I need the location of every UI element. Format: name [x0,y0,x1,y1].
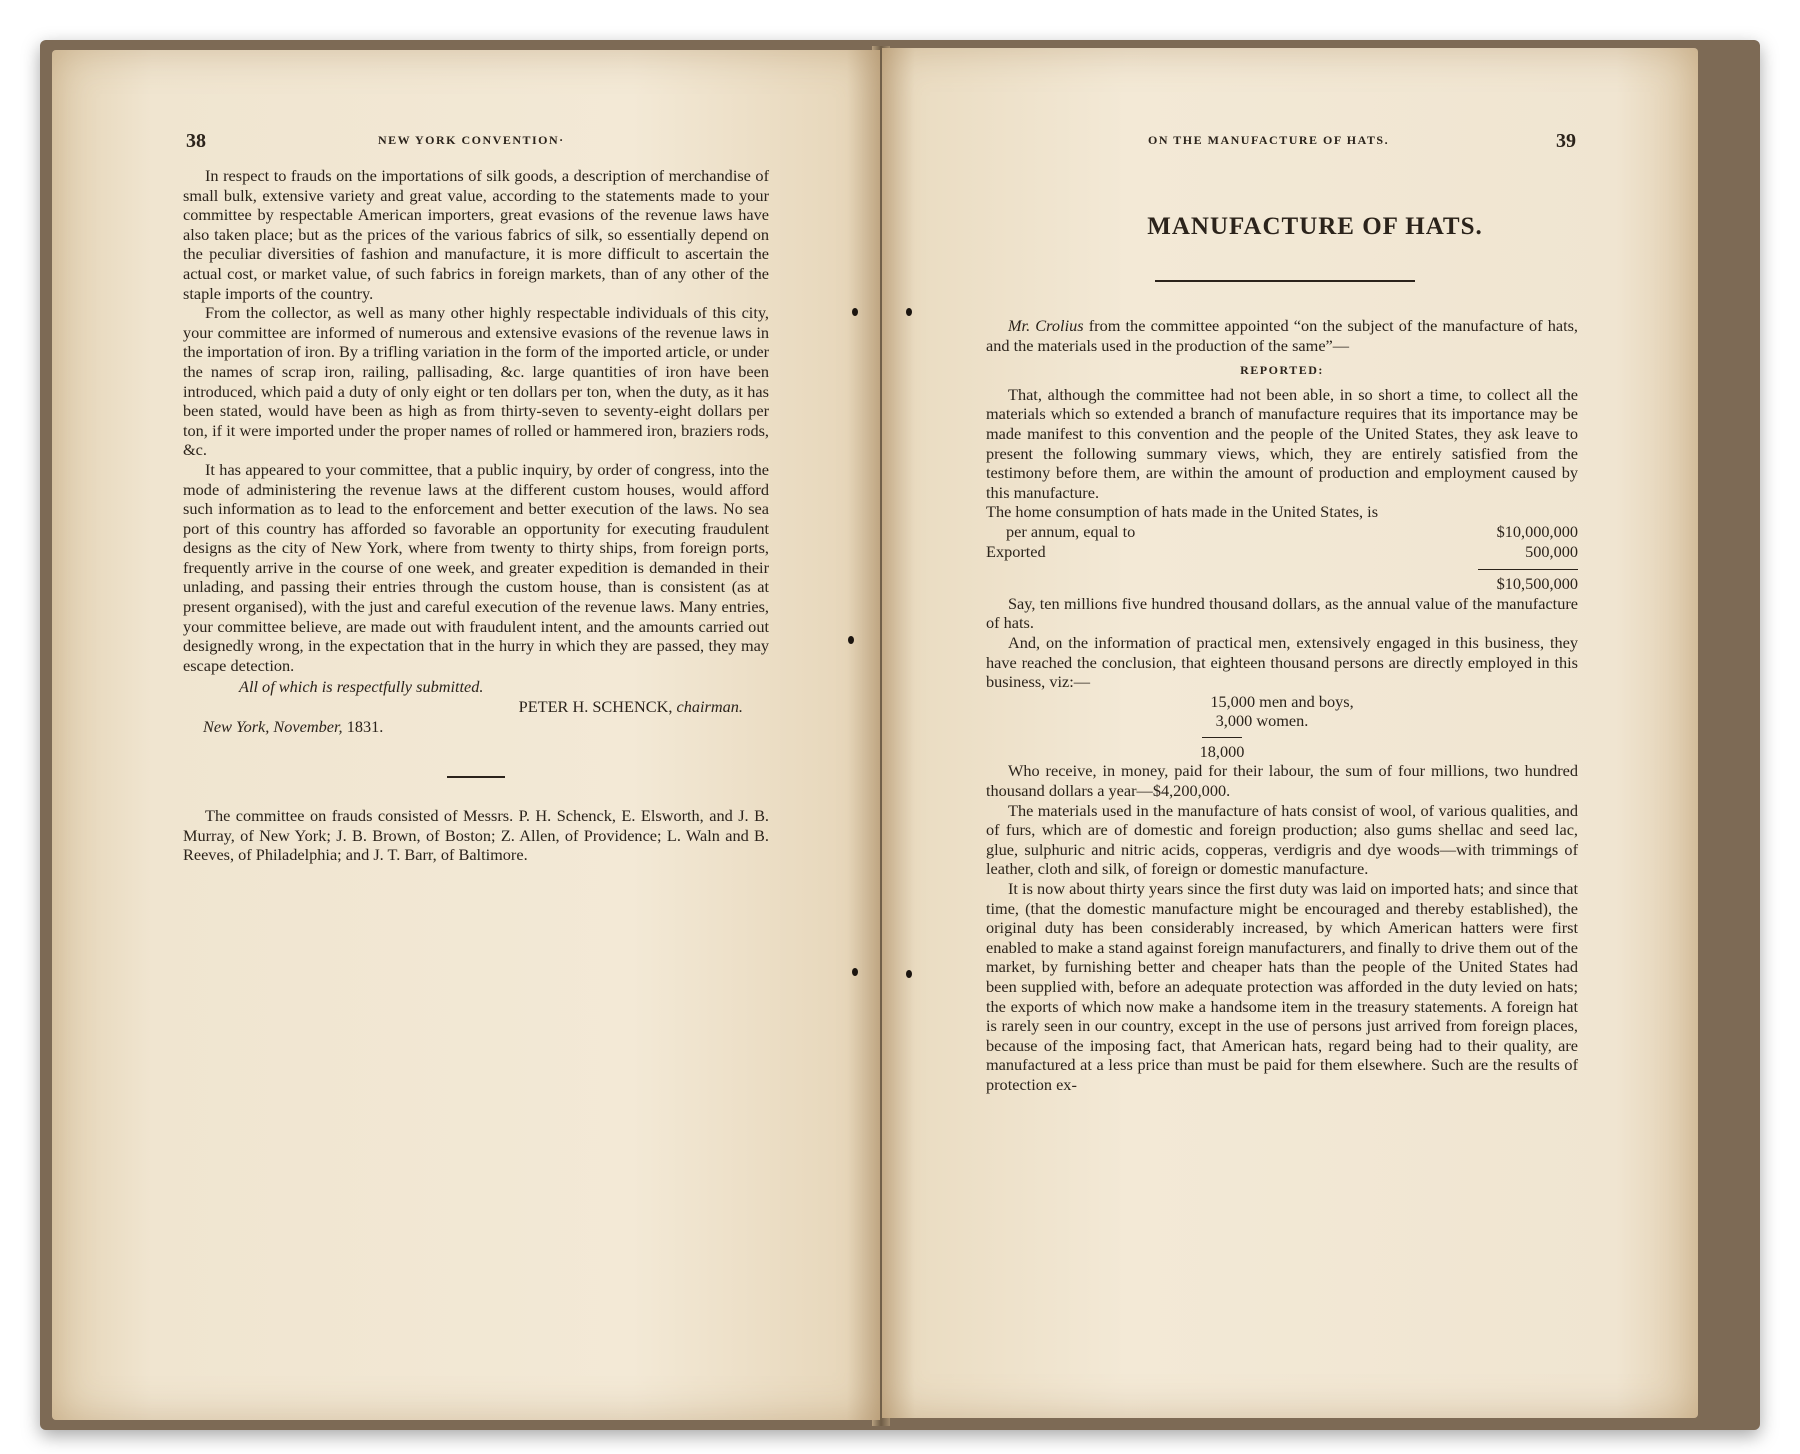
paragraph-duty-history: It is now about thirty years since the first duty was laid on imported hats; and since that time, (that the domestic manufacture might be encouraged and thereby established), the original duty has been considerably increased, by which American hatters were first enabled to make a stand against foreign manufacturers, and finally to drive them out of the market, by furnishing better and cheaper hats than the people of the United States had been supplied with, before an adequate protection was afforded in the duty levied on hats; the exports of which now make a handsome item in the treasury statements. A foreign hat is rarely seen in our country, except in the use of persons just arrived from foreign places, because of the imposing fact, that American hats, regard being had to their quality, are manufactured at a less price than must be paid for them elsewhere. Such are the results of protection ex- [986,879,1578,1094]
committee-note: The committee on frauds consisted of Messrs. P. H. Schenck, E. Elsworth, and J. B. Murray, of New York; J. B. Brown, of Boston; Z. Allen, of Providence; L. Waln and B. Reeves, of Philadelphia; and J. T. Barr, of Baltimore. [183,806,769,865]
section-divider [447,776,505,778]
place-date-line [183,717,769,737]
chairman-title: chairman. [676,697,743,717]
binding-hole [906,308,912,316]
binding-hole [852,968,858,976]
right-running-head: ON THE MANUFACTURE OF HATS. [1148,133,1390,147]
signoff-line: All of which is respectfully submitted. [239,677,484,697]
per-annum-row [986,522,1578,542]
place-date: New York, November, [203,716,343,736]
exported-value: 500,000 [1525,541,1578,561]
chairman-name: PETER H. SCHENCK, [518,697,673,717]
sum-rule [1478,569,1578,570]
binding-hole [906,970,912,978]
exported-row [986,542,1578,562]
reported-heading: REPORTED: [1240,363,1324,378]
per-annum-value: $10,000,000 [1496,521,1578,541]
left-running-head: NEW YORK CONVENTION· [378,133,565,147]
left-page-number: 38 [186,130,206,152]
chapter-title: MANUFACTURE OF HATS. [1147,213,1483,240]
exported-label: Exported [986,541,1046,561]
men-count: 15,000 men and boys, [1210,691,1354,711]
paragraph-public-inquiry: It has appeared to your committee, that a public inquiry, by order of congress, into the mode of administering the revenue laws at the different custom houses, would afford such information as to lead to the enforcement and better execution of the laws. No sea port of this country has afforded so favorable an opportunity for executing fraudulent designs as the city of New York, where from twenty to thirty ships, from foreign ports, frequently arrive in the course of one week, and greater expedition is demanded in their unlading, and passing their entries through the custom house, than is consistent (as at present organised), with the just and careful execution of the revenue laws. Many entries, your committee believe, are made out with fraudulent intent, and the amounts carried out designedly wrong, in the expectation that in the hurry in which they are passed, they may escape detection. [183,459,769,675]
paragraph-iron-evasions: From the collector, as well as many other highly respectable individuals of this city, your committee are informed of numerous and extensive evasions of the revenue laws in the importation of iron. By a trifling variation in the form of the imported article, or under the names of scrap iron, railing, pallisading, &c. large quantities of iron have been introduced, which paid a duty of only eight or ten dollars per ton, when the duty, as it has been stated, would have been as high as from thirty-seven to seventy-eight dollars per ton, if it were imported under the proper names of rolled or hammered iron, braziers rods, &c. [183,303,769,460]
paragraph-wages: Who receive, in money, paid for their labour, the sum of four millions, two hundred thousand dollars a year—$4,200,000. [986,761,1578,801]
date-year: 1831. [346,716,384,736]
paragraph-summary: That, although the committee had not been able, in so short a time, to collect all the materials which so extended a branch of manufacture requires that its importance may be made manifest to this convention and the people of the United States, they ask leave to present the following summary views, which, they are entirely satisfied from the testimony before them, are within the amount of production and employment caused by this manufacture. [986,384,1578,502]
persons-total: 18,000 [1199,741,1245,761]
intro-paragraph [986,316,1578,355]
left-page-body [183,166,769,865]
intro-text: from the committee appointed “on the subject of the manufacture of hats, and the materials used in the production of the same”— [986,316,1578,355]
right-page-number: 39 [1556,130,1576,152]
binding-hole [848,636,854,644]
per-annum-label: per annum, equal to [1006,521,1136,541]
binding-hole [852,308,858,316]
paragraph-materials: The materials used in the manufacture of hats consist of wool, of various qualities, and of furs, which are of domestic and foreign production; also gums shellac and seed lac, glue, sulphuric and nitric acids, copperas, verdigris and dye woods—with trimmings of leather, cloth and silk, of foreign or domestic manufacture. [986,800,1578,879]
paragraph-annual-value: Say, ten millions five hundred thousand dollars, as the annual value of the manufacture of hats. [986,593,1578,633]
chairman-signature [183,697,769,717]
title-rule [1155,280,1415,282]
total-value: $10,500,000 [1496,574,1578,594]
persons-rule [1202,737,1242,738]
paragraph-employment: And, on the information of practical men, extensively engaged in this business, they have reached the conclusion, that eighteen thousand persons are directly employed in this business, viz:— [986,632,1578,692]
right-page-body [986,316,1578,1095]
home-consumption-line: The home consumption of hats made in the United States, is [986,502,1379,522]
women-count: 3,000 women. [1215,711,1309,731]
paragraph-silk-frauds: In respect to frauds on the importations of silk goods, a description of merchandise of small bulk, extensive variety and great value, according to the statements made to your committee by respectable American importers, great evasions of the revenue laws have also taken place; but as the prices of the various fabrics of silk, so essentially depend on the peculiar diversities of fashion and manufacture, it is more difficult to ascertain the actual cost, or market value, of such fabrics in foreign markets, than of any other of the staple imports of the country. [183,166,769,303]
intro-speaker: Mr. Crolius [1008,316,1084,335]
